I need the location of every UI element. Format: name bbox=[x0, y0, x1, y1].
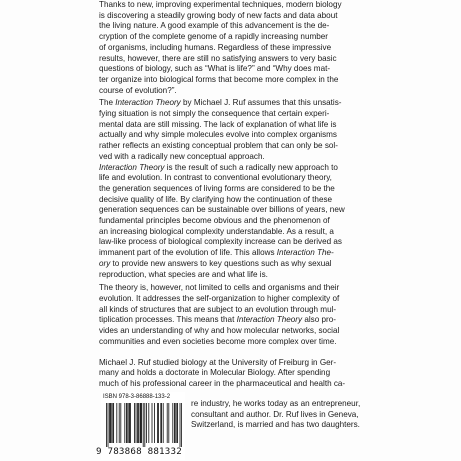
barcode-bar bbox=[157, 403, 158, 443]
barcode-bar bbox=[111, 403, 112, 443]
barcode-bar bbox=[148, 403, 149, 443]
text-line: results, however, there are still no satisfying answers to very basic bbox=[99, 53, 337, 63]
barcode-bar bbox=[181, 403, 182, 447]
barcode-bar bbox=[108, 403, 109, 447]
text-line: evolution. It addresses the self-organization to higher complexity of bbox=[99, 293, 340, 303]
barcode-bar bbox=[177, 403, 178, 443]
barcode-bar bbox=[134, 403, 135, 443]
paragraph-new-approach bbox=[99, 163, 367, 281]
barcode-bar bbox=[167, 403, 168, 443]
barcode-bar bbox=[128, 403, 129, 443]
barcode-bar bbox=[116, 403, 117, 443]
barcode-bar bbox=[138, 403, 139, 443]
barcode-bar bbox=[168, 403, 169, 443]
barcode-bar bbox=[163, 403, 164, 443]
text-line: Thanks to new, improving experimental techniques, modern biology bbox=[99, 0, 342, 9]
barcode-bar bbox=[175, 403, 176, 443]
text-line: vides an understanding of why and how molecular networks, social bbox=[99, 326, 340, 336]
barcode-bar bbox=[161, 403, 162, 443]
text-line: is discovering a steadily growing body of new facts and data about bbox=[99, 10, 338, 20]
barcode-bar bbox=[113, 403, 114, 443]
barcode-bar bbox=[140, 403, 141, 443]
barcode-bar bbox=[130, 403, 131, 443]
barcode-bar bbox=[146, 403, 147, 443]
text-line: questions of biology, such as “What is life?” and “Why does mat- bbox=[99, 64, 331, 74]
text-line: Michael J. Ruf studied biology at the University of Freiburg in Ger- bbox=[99, 357, 337, 367]
text-line: The theory is, however, not limited to cells and organisms and their bbox=[99, 283, 340, 293]
barcode-bar bbox=[136, 403, 137, 443]
text-line: tiplication processes. This means that Interaction Theory also pro- bbox=[99, 315, 336, 325]
text-line: ter organize into biological forms that become more complex in the bbox=[99, 74, 339, 84]
paragraph-author-bio bbox=[99, 358, 367, 390]
text-line: decisive quality of life. By clarifying how the continuation of these bbox=[99, 194, 333, 204]
barcode-bar bbox=[174, 403, 175, 443]
text-line: communities and even societies become more complex over time. bbox=[99, 336, 337, 346]
barcode-bar bbox=[143, 403, 144, 447]
paragraph-scope bbox=[99, 283, 367, 347]
text-line: an increasing biological complexity understandable. As a result, a bbox=[99, 226, 334, 236]
text-line: rather reflects an existing conceptual problem that can only be sol- bbox=[99, 141, 338, 151]
barcode-bar bbox=[154, 403, 155, 443]
barcode-bar bbox=[109, 403, 110, 443]
barcode-bar bbox=[126, 403, 127, 443]
text-line: much of his professional career in the pharmaceutical and health ca- bbox=[99, 378, 346, 388]
barcode-bar bbox=[158, 403, 159, 443]
blurb-text bbox=[99, 0, 367, 390]
barcode-bar bbox=[152, 403, 153, 443]
text-line: many and holds a doctorate in Molecular Biology. After spending bbox=[99, 368, 331, 378]
barcode-bar bbox=[112, 403, 113, 443]
barcode-bar bbox=[144, 403, 145, 447]
barcode-icon bbox=[106, 403, 182, 447]
text-line: of organisms, including humans. Regardless of these impressive bbox=[99, 42, 332, 52]
barcode-bar bbox=[110, 403, 111, 443]
text-line: Switzerland, is married and has two daughters. bbox=[191, 420, 360, 430]
text-line: all kinds of structures that are subject to an evolution through mul- bbox=[99, 304, 337, 314]
text-line: the generation sequences of living forms are considered to be the bbox=[99, 183, 335, 193]
barcode-bar bbox=[124, 403, 125, 443]
barcode-bar bbox=[127, 403, 128, 443]
text-line: ory to provide new answers to key questions such as why sexual bbox=[99, 258, 332, 268]
text-line: generation sequences can be sustainable over billions of years, new bbox=[99, 205, 345, 215]
barcode-bar bbox=[106, 403, 107, 447]
text-line: life and evolution. In contrast to conventional evolutionary theory, bbox=[99, 173, 332, 183]
barcode-bar bbox=[129, 403, 130, 443]
author-bio-continued bbox=[191, 399, 391, 431]
barcode-bar bbox=[141, 403, 142, 443]
paragraph-intro bbox=[99, 0, 367, 96]
isbn-label: ISBN 978-3-86888-133-2 bbox=[103, 394, 171, 400]
barcode-bar bbox=[120, 403, 121, 443]
text-line: The Interaction Theory by Michael J. Ruf assumes that this unsatis- bbox=[99, 98, 342, 108]
paragraph-theory-assumption bbox=[99, 98, 367, 162]
text-line: reproduction, what species are and what life is. bbox=[99, 269, 268, 279]
barcode-bar bbox=[176, 403, 177, 443]
text-line: consultant and author. Dr. Ruf lives in Geneva, bbox=[191, 409, 359, 419]
barcode-digits: 9 783868 881332 bbox=[96, 446, 182, 457]
text-line: Interaction Theory is the result of such a radically new approach to bbox=[99, 162, 338, 172]
text-line: immanent part of the evolution of life. This allows Interaction The- bbox=[99, 248, 334, 258]
barcode-bar bbox=[137, 403, 138, 443]
text-line: ved with a radically new conceptual approach. bbox=[99, 151, 265, 161]
text-line: law-like process of biological complexity increase can be derived as bbox=[99, 237, 342, 247]
text-line: re industry, he works today as an entrepreneur, bbox=[191, 399, 361, 408]
text-line: fying situation is not simply the consequence that certain experi- bbox=[99, 109, 330, 119]
barcode-bar bbox=[119, 403, 120, 443]
barcode-bar bbox=[172, 403, 173, 443]
barcode-bar bbox=[140, 403, 141, 443]
text-line: actually and why simple molecules evolve into complex organisms bbox=[99, 130, 337, 140]
text-line: the living nature. A good example of this advancement is the de- bbox=[99, 21, 330, 31]
text-line: mental data are still missing. The lack of explanation of what life is bbox=[99, 119, 337, 129]
text-line: course of evolution?”. bbox=[99, 85, 177, 95]
text-line: fundamental principles become obvious and the phenomenon of bbox=[99, 216, 330, 226]
barcode-bar bbox=[180, 403, 181, 447]
barcode-bar bbox=[160, 403, 161, 443]
text-line: cryption of the complete genome of a rapidly increasing number bbox=[99, 32, 328, 42]
